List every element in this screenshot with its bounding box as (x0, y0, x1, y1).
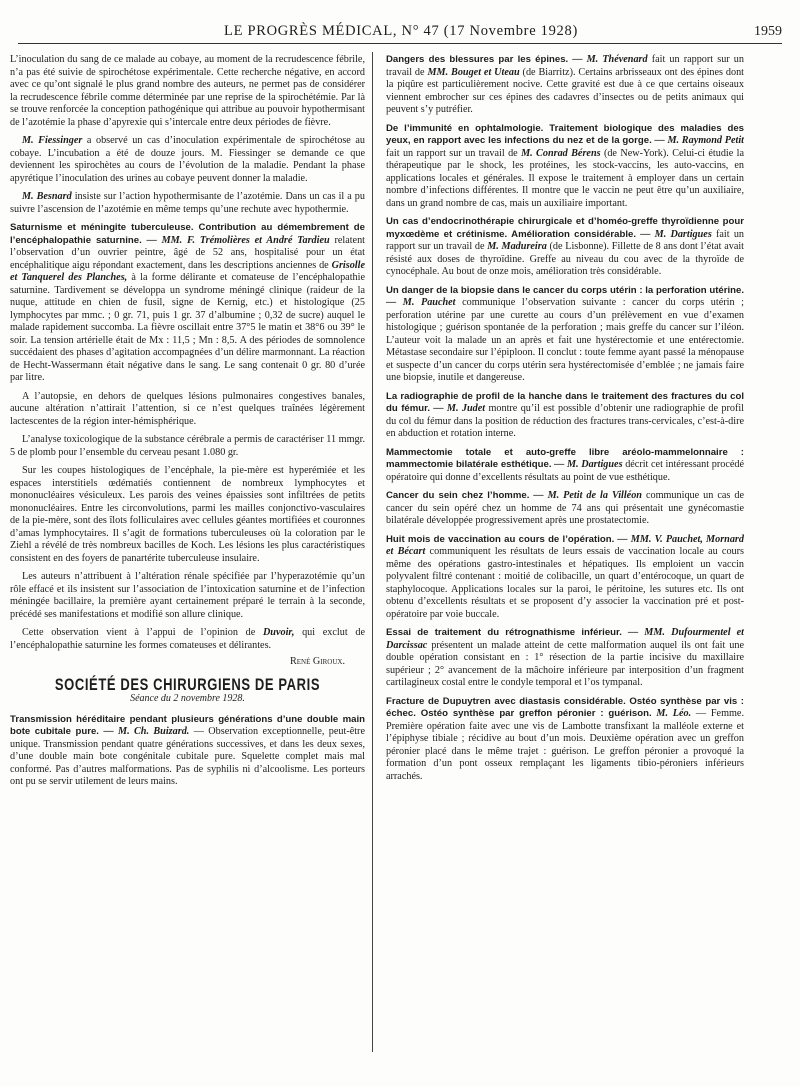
communication-heading: Saturnisme et méningite tuberculeuse. Contribution au démembrement de l’encéphalopathie saturnine. (10, 222, 365, 246)
paragraph-text: communiquent les résultats de leurs essais de vaccination locale au cours même des opérations gastro-intestinales et hépatiques. Ils emploient un vaccin polyvalent filtré contenant : moitié de colibacille, un quart d’entérocoque, un quart de staphylocoque. Applications locales sur la paroi, le péritoine, les sutures etc. Ils ont obtenu d’excellents résultats et se proposent d’y associer la vaccination pré et post-opératoire par voie buccale. (386, 546, 744, 620)
communication-heading: Essai de traitement du rétrognathisme inférieur. (386, 627, 622, 638)
paragraph: Sur les coupes histologiques de l’encéphale, la pie-mère est hyperémiée et les espaces interstitiels œdématiés contiennent de nombreux lymphocytes et mononucléaires vésiculeux. Les parois des veines épaissies sont infiltrées de petits mononucléaires. Entre les circonvolutions, parmi les mailles conjonctivo-vasculaires de la pie-mère, sont des îlots folliculaires avec cellules géantes mortifiées et couronnes d’amas lymphocytaires. Il s’agit de formations tuberculeuses où la coloration par le Ziehl a révélé de très nombreux bacilles de Koch. Les lésions les plus caractéristiques consistent en des foyers de panartérite tuberculeuse insulaire. (10, 465, 365, 564)
communication-entry (386, 123, 744, 211)
paragraph-text: insiste sur l’action hypothermisante de l’azotémie. Dans un cas il a pu suivre l’ascension de l’azotémie en même temps qu’une rechute avec hypothermie. (10, 191, 365, 215)
communication-heading: Cancer du sein chez l’homme. (386, 490, 530, 501)
running-header (18, 18, 782, 44)
paragraph (10, 135, 365, 185)
paragraph-text: Cette observation vient à l’appui de l’opinion de (22, 627, 263, 638)
communication-heading: Fracture de Dupuytren avec diastasis considérable. Ostéo synthèse par vis : échec. Ostéo synthèse par greffon péronier : guérison. (386, 695, 744, 719)
cited-author: Duvoir, (262, 627, 295, 638)
communication-heading: Un cas d’endocrinothérapie chirurgicale et d’homéo-greffe thyroïdienne pour myxœdème et crétinisme. Amélioration considérable. (386, 216, 744, 240)
paragraph: L’inoculation du sang de ce malade au cobaye, au moment de la recrudescence fébrile, n’a pas été suivie de spirochétose expérimentale. Cette recherche négative, en accord avec ce qu’ont signalé le plus grand nombre des auteurs, ne permet pas de considérer la recrudescence fébrile comme déterminée par une reprise de la spirochétémie. Par là se trouve renforcée la conception pathogénique qui attribue au pouvoir hypothermisant de l’azotémie la phase d’apyrexie qui s’intercale entre deux périodes de fièvre. (10, 54, 365, 128)
communication-entry (386, 447, 744, 485)
author-name: — M. Dartigues (636, 228, 712, 240)
journal-title: LE PROGRÈS MÉDICAL, N° 47 (17 Novembre 1928) (224, 23, 578, 39)
author-name: M. Besnard (22, 191, 72, 202)
paragraph: Les auteurs n’attribuent à l’altération rénale spécifiée par l’hyperazotémie qu’un rôle effacé et ils insistent sur l’association de l’intoxication saturnine et de l’infection méningée bacillaire, la première ayant certainement préparé le terrain à la seconde, précédé ses manifestations et modifié son allure clinique. (10, 571, 365, 620)
paragraph-text: relatent l’observation d’un ouvrier peintre, âgé de 52 ans, hospitalisé pour un état encéphalitique aigu répondant exactement, dans les descriptions anciennes de (10, 234, 365, 271)
communication-entry (386, 696, 744, 784)
right-column (386, 54, 744, 789)
author-name: — M. Dartigues (551, 459, 623, 470)
cited-author: M. Madureira (487, 241, 547, 252)
communication-entry (386, 534, 744, 622)
paragraph (10, 191, 365, 216)
author-name: — M. Petit de la Villéon (529, 490, 642, 501)
communication-heading: Transmission héréditaire pendant plusieurs générations d’une double main bote cubitale pure. (10, 713, 365, 737)
paragraph (10, 627, 365, 652)
communication-entry (386, 490, 744, 528)
cited-authors: MM. Bouget et Uteau (427, 66, 520, 78)
communication-heading: De l’immunité en ophtalmologie. Traitement biologique des maladies des yeux, en rapport avec les infections du nez et de la gorge. (386, 122, 744, 146)
communication-entry (386, 391, 744, 441)
author-name: — MM. Dufourmentel et Darcissac (386, 627, 744, 651)
author-name: — M. Judet (430, 403, 486, 414)
society-title: SOCIÉTÉ DES CHIRURGIENS DE PARIS (54, 674, 321, 694)
paragraph-text: — Observation exceptionnelle, peut-être unique. Transmission pendant quatre générations successives, et dans les deux sexes, d’une double main bote congénitale cubitale pure. Squelette complet mais mal conformé. Pas d’autres malformations. Pas de syphilis ni d’alcoolisme. Les porteurs ont pu se servir utilement de leurs mains. (10, 726, 365, 787)
paragraph-text: (de Lisbonne). Fillette de 8 ans dont l’état avait résisté aux doses de thyroïdine. Greffe au niveau du cou avec de la thyroïde de cynocéphale. Au bout de onze mois, amélioration très considérable. (386, 241, 744, 277)
left-column (10, 54, 365, 795)
paragraph-text: décrit cet intéressant procédé opératoire qui donne d’excellents résultats au point de vue esthétique. (386, 459, 744, 483)
communication-heading: Un danger de la biopsie dans le cancer du corps utérin : la perforation utérine. (386, 284, 744, 296)
paragraph-text: (de New-York). Celui-ci étudie la thérapeutique par le shock, les protéines, les stock-vaccins, les auto-vaccins, en applications locales et générales. Il expose le traitement à employer dans un certain nombre d’infections différentes. Il montre que le vaccin ne peut être qu’un auxiliaire, dans un grand nombre de cas, mais un auxiliaire important. (386, 147, 744, 209)
paragraph-text: communique l’observation suivante : cancer du corps utérin ; perforation utérine par une curette au cours d’un prélèvement en vue d’examen histologique ; guérison spontanée de la perforation ; mais greffe du cancer sur l’iléon. L’auteur voit la malade un an après et fait une hystérectomie et une entérectomie. Métastase secondaire sur l’épiploon. Il conclut : toute femme ayant passé la ménopause et suspecte d’un cancer du corps utérin sera hystérectomisée d’emblée ; ne jamais faire une biopsie, inutile et dangereuse. (386, 297, 744, 383)
communication-heading: Mammectomie totale et auto-greffe libre aréolo-mammelonnaire : mammectomie bilatérale esthétique. (386, 446, 744, 470)
paragraph-text: — Femme. Première opération faite avec une vis de Lambotte transfixant la malléole externe et l’épiphyse tibiale ; récidive au bout d’un mois. Deuxième opération avec un greffon péronier placé dans le même trajet : guérison. Le greffon péronier a provoqué la formation d’un pont osseux remplaçant les ligaments tibio-péroniers inférieurs arrachés. (386, 708, 744, 782)
author-name: — M. Raymond Petit (651, 135, 744, 146)
communication-entry (386, 54, 744, 117)
author-name: — MM. V. Pauchet, Mornard et Bécart (386, 533, 744, 557)
communication-heading: Huit mois de vaccination au cours de l’opération. (386, 533, 615, 545)
author-name: M. Fiessinger (22, 135, 83, 146)
communication-entry (386, 627, 744, 690)
page-number: 1959 (754, 24, 782, 39)
paragraph-text: (de Biarritz). Certains arbrisseaux ont des épines dont la piqûre est particulièrement nocive. Cette gravité est due à ce que certains oiseaux viennent embrocher sur ces épines des cadavres d’insectes ou de petits animaux qui peuvent s’y putréfier. (386, 66, 744, 115)
paragraph-text: à la forme délirante et comateuse de l’encéphalopathie saturnine. Tardivement se développa un syndrome méningé clinique (raideur de la nuque, attitude en chien de fusil, signe de Kernig, etc.) et histologique (25 lymphocytes par mmc. ; 0 gr. 71, puis 1 gr. 37 d’albumine ; 0,32 de sucre) auquel le malade rapidement succomba. La fièvre oscillait entre 37°5 le matin et 38°6 ou 39° le soir. La tension artérielle était de Mx : 11,5 ; Mn : 8,5. A des périodes de somnolence succédaient des phases d’agitation accompagnées d’un délire marmonnant. La réaction de Hecht-Wassermann était négative dans le sang. Le sang contenait 0 gr. 80 d’urée par litre. (10, 272, 365, 383)
communication-entry (386, 216, 744, 279)
communication-entry (10, 222, 365, 385)
paragraph: L’analyse toxicologique de la substance cérébrale a permis de caractériser 11 mmgr. 5 de plomb pour l’ensemble du cerveau pesant 1.080 gr. (10, 434, 365, 458)
paragraph-text: fait un rapport sur un travail de (386, 147, 522, 159)
paragraph-text: fait un rapport sur un travail de (386, 54, 744, 78)
author-name: — MM. F. Trémolières et André Tardieu (141, 234, 330, 246)
paragraph: A l’autopsie, en dehors de quelques lésions pulmonaires congestives banales, aucune altération n’attirait l’attention, si ce n’est quelques traînées légèrement lactescentes de la région inter-hémisphérique. (10, 390, 365, 427)
paragraph-text: fait un rapport sur un travail de (386, 228, 744, 252)
author-name: — M. Thévenard (568, 54, 648, 65)
author-name: — M. Ch. Buizard. (103, 726, 190, 737)
cited-authors: Grisolle et Tanquerel des Planches, (10, 259, 365, 283)
paragraph-text: a observé un cas d’inoculation expérimentale de spirochétose au cobaye. L’incubation a été de douze jours. M. Fiessinger se demande ce que deviennent les spirochètes au cours de l’évolution de la maladie. Pendant la phase apyrétique l’inoculation des urines au cobaye peuvent donner la maladie. (10, 135, 365, 184)
cited-author: M. Conrad Bérens (521, 147, 601, 159)
paragraph-text: qui exclut de l’encéphalopathie saturnine les formes comateuses et délirantes. (10, 627, 365, 651)
signature: René Giroux. (289, 656, 345, 667)
communication-entry (10, 714, 365, 789)
paragraph-text: montre qu’il est possible d’obtenir une radiographie de profil du col du fémur dans la position de réduction des fractures trans-cervicales, c’est-à-dire en abduction et rotation interne. (386, 403, 744, 439)
communication-heading: Dangers des blessures par les épines. (386, 54, 569, 65)
communication-entry (386, 285, 744, 385)
communication-heading: La radiographie de profil de la hanche dans le traitement des fractures du col du fémur. (386, 390, 744, 414)
author-name: — M. Pauchet (386, 297, 456, 308)
paragraph-text: communique un cas de cancer du sein opéré chez un homme de 74 ans qui présentait une gynécomastie bilatérale développée progressivement après une prostatectomie. (386, 490, 744, 526)
paragraph-text: présentent un malade atteint de cette malformation auquel ils ont fait une double opération consistant en : 1° résection de la partie incisive du maxillaire supérieur ; 2° avancement de la mâchoire inférieure par interposition d’un fragment cartilagineux costal entre le condyle temporal et l’os tympanal. (386, 639, 744, 688)
author-name: M. Léo. (651, 708, 692, 719)
column-rule (372, 52, 373, 1052)
session-date: Séance du 2 novembre 1928. (130, 693, 245, 704)
